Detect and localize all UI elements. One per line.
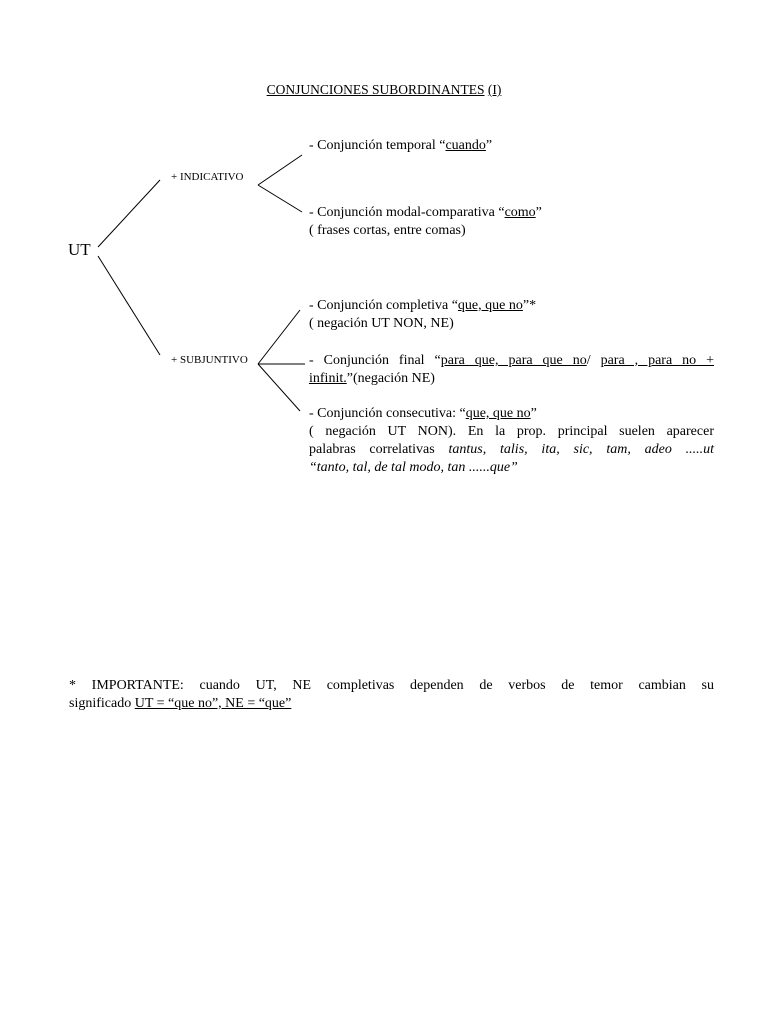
consecutiva-suffix: ” (530, 406, 537, 421)
completiva-suffix: ”* (522, 298, 537, 313)
item-temporal (309, 137, 492, 155)
consecutiva-line3-pre: palabras correlativas (309, 442, 449, 457)
item-consecutiva (309, 405, 714, 477)
consecutiva-line4: “tanto, tal, de tal modo, tan ......que” (309, 460, 518, 475)
completiva-word: que, que no (457, 298, 523, 313)
footnote (69, 677, 714, 713)
footnote-line2-underlined: UT = “que no”, NE = “que” (134, 696, 292, 711)
page-title (0, 82, 768, 98)
root-node-ut: UT (68, 240, 91, 259)
item-completiva (309, 297, 536, 333)
temporal-suffix: ” (485, 138, 493, 153)
modal-prefix: - Conjunción modal-comparativa “ (309, 205, 505, 220)
final-word2: para , para no + (600, 353, 715, 368)
footnote-line2-pre: significado (69, 696, 135, 711)
consecutiva-line2: ( negación UT NON). En la prop. principal suelen aparecer (309, 424, 714, 439)
final-suffix: ”(negación NE) (346, 371, 435, 386)
title-paren: (I) (487, 82, 502, 97)
modal-word: como (504, 205, 536, 220)
temporal-prefix: - Conjunción temporal “ (309, 138, 446, 153)
modal-note: ( frases cortas, entre comas) (309, 223, 466, 238)
final-word3: infinit. (309, 371, 347, 386)
modal-suffix: ” (535, 205, 542, 220)
consecutiva-word: que, que no (465, 406, 531, 421)
consecutiva-line3-italic: tantus, talis, ita, sic, tam, adeo .....ut (448, 442, 714, 457)
temporal-word: cuando (445, 138, 486, 153)
completiva-note: ( negación UT NON, NE) (309, 316, 454, 331)
title-main: CONJUNCIONES SUBORDINANTES (266, 82, 485, 97)
item-final (309, 352, 714, 388)
final-word1: para que, para que no (440, 353, 587, 368)
final-sep: / (586, 353, 601, 368)
branch-label-indicativo: + INDICATIVO (171, 171, 244, 183)
footnote-line1: * IMPORTANTE: cuando UT, NE completivas dependen de verbos de temor cambian su (69, 678, 714, 693)
consecutiva-prefix: - Conjunción consecutiva: “ (309, 406, 466, 421)
item-modal (309, 204, 542, 240)
branch-label-subjuntivo: + SUBJUNTIVO (171, 354, 248, 366)
completiva-prefix: - Conjunción completiva “ (309, 298, 458, 313)
final-prefix: - Conjunción final “ (309, 353, 441, 368)
